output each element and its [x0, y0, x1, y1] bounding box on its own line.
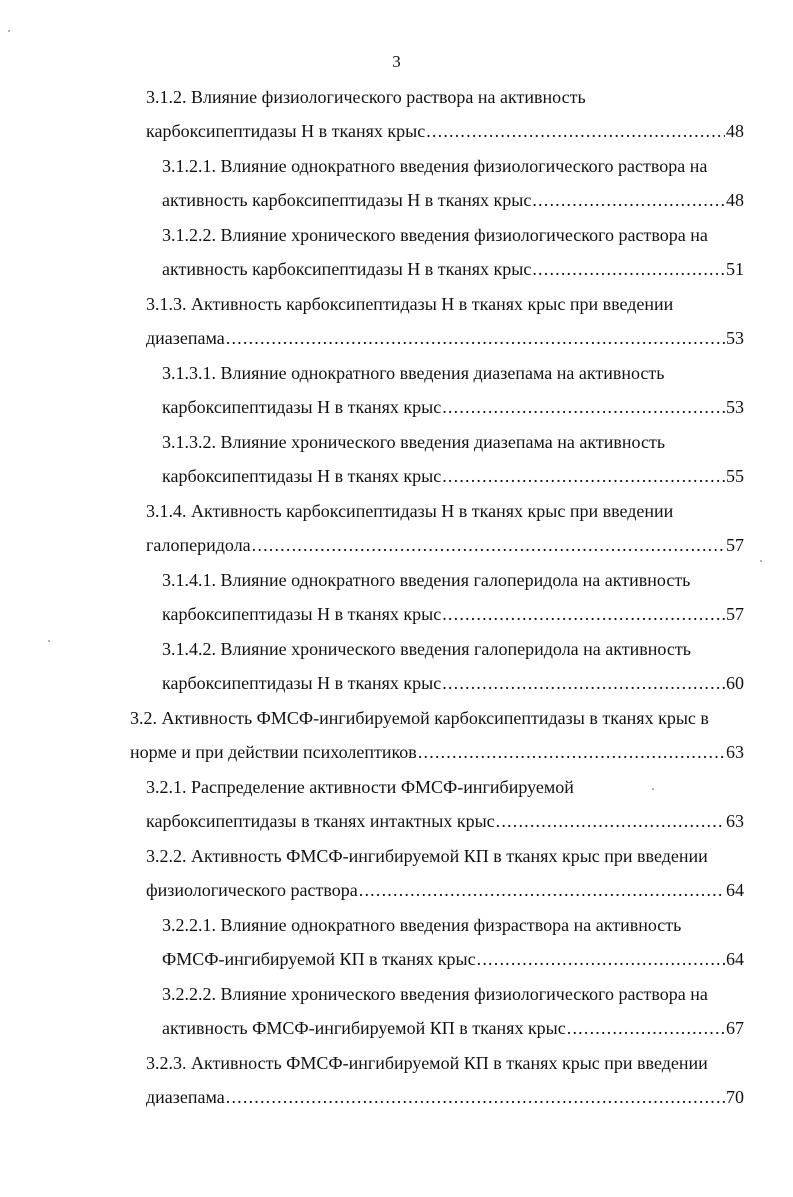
toc-entry-page: 64 — [726, 949, 744, 969]
dot-leader — [442, 597, 725, 631]
toc-entry-title: 3.1.4.1. Влияние однократного введения галоперидола на активность — [162, 570, 691, 590]
scan-speck — [652, 788, 654, 790]
dot-leader — [532, 252, 725, 286]
toc-entry-title-continued: диазепама — [146, 328, 225, 348]
page-number: 3 — [392, 52, 401, 71]
toc-entry-continuation — [162, 183, 744, 217]
toc-entry-title: 3.1.4.2. Влияние хронического введения галоперидола на активность — [162, 639, 691, 659]
toc-entry-page: 53 — [726, 328, 744, 348]
toc-entry-title-continued: карбоксипептидазы Н в тканях крыс — [162, 673, 442, 693]
toc-entry-title-continued: физиологического раствора — [146, 880, 358, 900]
dot-leader — [477, 942, 725, 976]
toc-entry-page: 63 — [726, 742, 744, 762]
toc-entry-title-continued: активность карбоксипептидазы Н в тканях крыс — [162, 190, 532, 210]
toc-entry-page: 51 — [726, 259, 744, 279]
toc-entry-title-continued: карбоксипептидазы Н в тканях крыс — [162, 397, 442, 417]
toc-entry-title: 3.2.1. Распределение активности ФМСФ-ингибируемой — [146, 777, 574, 797]
toc-entry-title: 3.2.2.2. Влияние хронического введения физиологического раствора на — [162, 984, 708, 1004]
scan-speck — [8, 30, 10, 32]
toc-entry-title: 3.2.2.1. Влияние однократного введения физраствора на активность — [162, 915, 682, 935]
toc-entry-page: 48 — [726, 190, 744, 210]
toc-entry-title: 3.1.2.2. Влияние хронического введения физиологического раствора на — [162, 225, 708, 245]
toc-entry-title-continued: карбоксипептидазы в тканях интактных крыс — [146, 811, 495, 831]
toc-entry-title-continued: ФМСФ-ингибируемой КП в тканях крыс — [162, 949, 476, 969]
toc-entry-continuation — [162, 597, 744, 631]
toc-entry-continuation — [162, 942, 744, 976]
toc-entry-continuation — [162, 252, 744, 286]
toc-entry-title: 3.1.3.2. Влияние хронического введения диазепама на активность — [162, 432, 666, 452]
toc-entry-continuation — [146, 804, 744, 838]
toc-entry-title: 3.2.2. Активность ФМСФ-ингибируемой КП в тканях крыс при введении — [146, 846, 708, 866]
toc-entry-title: 3.1.4. Активность карбоксипептидазы Н в тканях крыс при введении — [146, 501, 674, 521]
toc-entry-page: 57 — [726, 535, 744, 555]
toc-entry-title: 3.2. Активность ФМСФ-ингибируемой карбоксипептидазы в тканях крыс в — [130, 708, 709, 728]
dot-leader — [567, 1011, 725, 1045]
toc-entry-continuation — [162, 459, 744, 493]
toc-entry-page: 53 — [726, 397, 744, 417]
toc-entry-page: 60 — [726, 673, 744, 693]
dot-leader — [252, 528, 725, 562]
dot-leader — [532, 183, 725, 217]
dot-leader — [359, 873, 725, 907]
toc-entry-continuation — [162, 1011, 744, 1045]
toc-entry-title: 3.1.2. Влияние физиологического раствора на активность — [146, 87, 586, 107]
toc-entry-page: 63 — [726, 811, 744, 831]
toc-entry-page: 67 — [726, 1018, 744, 1038]
dot-leader — [418, 735, 725, 769]
dot-leader — [442, 390, 725, 424]
dot-leader — [226, 1080, 725, 1114]
dot-leader — [426, 114, 725, 148]
toc-entry-title-continued: галоперидола — [146, 535, 251, 555]
dot-leader — [226, 321, 725, 355]
toc-entry-page: 55 — [726, 466, 744, 486]
toc-entry-title-continued: диазепама — [146, 1087, 225, 1107]
toc-entry-title: 3.1.2.1. Влияние однократного введения физиологического раствора на — [162, 156, 708, 176]
dot-leader — [496, 804, 725, 838]
toc-entry-continuation — [162, 666, 744, 700]
toc-entry-page: 64 — [726, 880, 744, 900]
scan-speck — [760, 560, 762, 562]
toc-entry-title: 3.2.3. Активность ФМСФ-ингибируемой КП в тканях крыс при введении — [146, 1053, 708, 1073]
toc-entry-continuation — [162, 390, 744, 424]
toc-entry-title-continued: карбоксипептидазы Н в тканях крыс — [146, 121, 426, 141]
toc-entry-title-continued: норме и при действии психолептиков — [130, 742, 417, 762]
dot-leader — [442, 459, 725, 493]
scan-speck — [48, 640, 50, 642]
toc-entry-continuation — [146, 528, 744, 562]
toc-entry-continuation — [146, 114, 744, 148]
toc-entry-continuation — [130, 735, 744, 769]
toc-entry-continuation — [146, 873, 744, 907]
toc-entry-continuation — [146, 321, 744, 355]
toc-entry-title: 3.1.3.1. Влияние однократного введения диазепама на активность — [162, 363, 665, 383]
toc-entry-title-continued: активность ФМСФ-ингибируемой КП в тканях крыс — [162, 1018, 566, 1038]
dot-leader — [442, 666, 725, 700]
toc-entry-page: 70 — [726, 1087, 744, 1107]
toc-entry-page: 57 — [726, 604, 744, 624]
toc-entry-title-continued: карбоксипептидазы Н в тканях крыс — [162, 466, 442, 486]
toc-entry-page: 48 — [726, 121, 744, 141]
toc-entry-title-continued: карбоксипептидазы Н в тканях крыс — [162, 604, 442, 624]
toc-entry-continuation — [146, 1080, 744, 1114]
toc-entry-title: 3.1.3. Активность карбоксипептидазы Н в тканях крыс при введении — [146, 294, 674, 314]
toc-entry-title-continued: активность карбоксипептидазы Н в тканях крыс — [162, 259, 532, 279]
